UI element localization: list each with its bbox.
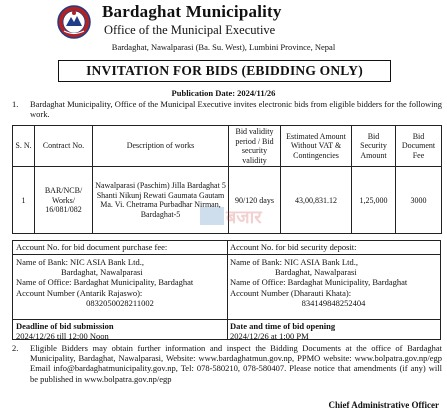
watermark-bar bbox=[200, 207, 224, 225]
opening-box bbox=[227, 320, 440, 342]
watermark-text: बजार bbox=[226, 207, 262, 228]
cell-validity: 90/120 days bbox=[229, 167, 281, 234]
col-description: Description of works bbox=[93, 126, 229, 167]
office-subtitle: Office of the Municipal Executive bbox=[104, 23, 276, 37]
purchase-account-details bbox=[13, 255, 227, 320]
cell-description: Nawalparasi (Paschim) Jilla Bardaghat 5 Shanti Nikunj Rewati Gaumata Gautam Ma. Vi. Chetrama Purbadhar Nirman, Bardaghat-5 bbox=[93, 167, 229, 234]
security-account-details bbox=[227, 255, 440, 320]
security-bank-name: Name of Bank: NIC ASIA Bank Ltd., bbox=[230, 257, 358, 267]
security-account-label: Account Number (Dharauti Khata): bbox=[230, 287, 352, 298]
col-amount: Estimated Amount Without VAT & Contingencies bbox=[281, 126, 352, 167]
opening-value: 2024/12/26 at 1:00 PM bbox=[230, 331, 309, 341]
col-validity: Bid validity period / Bid security validity bbox=[229, 126, 281, 167]
office-address: Bardaghat, Nawalparasi (Ba. Su. West), Lumbini Province, Nepal bbox=[111, 42, 336, 52]
purchase-bank-name: Name of Bank: NIC ASIA Bank Ltd., bbox=[16, 257, 144, 267]
publication-date: Publication Date: 2024/11/26 bbox=[171, 88, 276, 98]
info-text: Eligible Bidders may obtain further information and inspect the Bidding Documents at the office of Bardaghat Municipality, Bardaghat, Nawalparasi, Website: www.bardaghatmun.gov.np, PPMO website: www.bolpatra.gov.np/egp Email info@bardaghatmunicipality.gov.np, Tel: 078-580210, 078-580407. Please notice that amendments (if any) will be published in www.bolpatra.gov.np/egp bbox=[30, 343, 442, 384]
col-fee: Bid Document Fee bbox=[396, 126, 442, 167]
signoff: Chief Administrative Officer bbox=[328, 400, 439, 410]
info-paragraph bbox=[12, 343, 442, 384]
col-contract: Contract No. bbox=[35, 126, 93, 167]
purchase-account-box bbox=[13, 241, 228, 339]
col-sn: S. N. bbox=[13, 126, 35, 167]
purchase-account-heading: Account No. for bid document purchase fee: bbox=[13, 241, 227, 255]
deadline-value: 2024/12/26 till 12:00 Noon bbox=[16, 331, 109, 341]
col-security: Bid Security Amount bbox=[352, 126, 396, 167]
security-account-number: 834149848252404 bbox=[301, 297, 366, 308]
cell-sn: 1 bbox=[13, 167, 35, 234]
purchase-office-name: Name of Office: Bardaghat Municipality, Bardaghat bbox=[16, 277, 194, 288]
watermark-logo bbox=[200, 203, 270, 229]
security-office-name: Name of Office: Bardaghat Municipality, Bardaghat bbox=[230, 277, 408, 288]
municipality-title: Bardaghat Municipality bbox=[102, 2, 282, 21]
table-header-row bbox=[13, 126, 442, 167]
security-account-box bbox=[227, 241, 440, 339]
notice-banner: INVITATION FOR BIDS (EBIDDING ONLY) bbox=[58, 60, 391, 82]
purchase-account-number: 0832050028211002 bbox=[86, 297, 154, 308]
cell-security: 1,25,000 bbox=[352, 167, 396, 234]
purchase-account-label: Account Number (Antarik Rajaswo): bbox=[16, 287, 143, 298]
cell-contract: BAR/NCB/ Works/ 16/081/082 bbox=[35, 167, 93, 234]
security-bank-location: Bardaghat, Nawalparasi bbox=[275, 267, 357, 278]
deadline-label: Deadline of bid submission bbox=[16, 321, 114, 331]
security-account-heading: Account No. for bid security deposit: bbox=[227, 241, 440, 255]
intro-paragraph bbox=[12, 99, 442, 119]
account-section bbox=[12, 240, 441, 340]
cell-amount: 43,00,831.12 bbox=[281, 167, 352, 234]
intro-text: Bardaghat Municipality, Office of the Municipal Executive invites electronic bids from eligible bidders for the following work. bbox=[30, 99, 442, 119]
cell-fee: 3000 bbox=[396, 167, 442, 234]
info-number: 2. bbox=[12, 343, 19, 353]
intro-number: 1. bbox=[12, 99, 19, 109]
nepal-emblem-icon bbox=[56, 4, 92, 40]
deadline-box bbox=[13, 320, 227, 342]
purchase-bank-location: Bardaghat, Nawalparasi bbox=[61, 267, 143, 278]
opening-label: Date and time of bid opening bbox=[230, 321, 336, 331]
